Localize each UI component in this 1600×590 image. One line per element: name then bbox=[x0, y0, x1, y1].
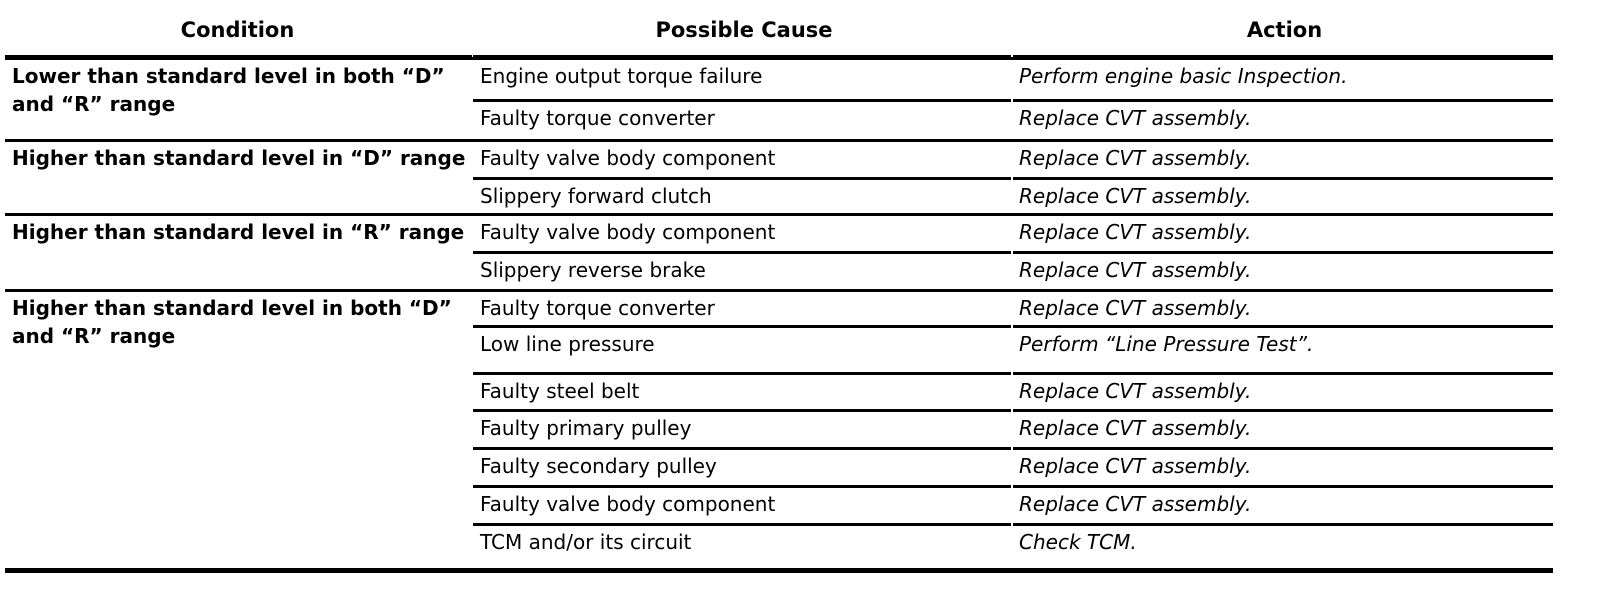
row-separator-action bbox=[1013, 523, 1553, 526]
cause-cell: Faulty valve body component bbox=[480, 146, 776, 170]
row-separator-cause bbox=[473, 409, 1011, 412]
header-action: Action bbox=[1246, 18, 1323, 42]
row-separator-action bbox=[1013, 409, 1553, 412]
action-cell: Replace CVT assembly. bbox=[1019, 258, 1252, 282]
action-cell: Replace CVT assembly. bbox=[1019, 184, 1252, 208]
table-header bbox=[0, 0, 1600, 58]
cause-cell: Faulty valve body component bbox=[480, 220, 776, 244]
row-separator-cause bbox=[473, 523, 1011, 526]
condition-cell: Higher than standard level in both “D” and “R” range bbox=[12, 296, 452, 348]
cause-cell: TCM and/or its circuit bbox=[480, 530, 692, 554]
condition-cell: Higher than standard level in “R” range bbox=[12, 220, 465, 244]
header-possible-cause: Possible Cause bbox=[655, 18, 833, 42]
condition-cell: Lower than standard level in both “D” and “R” range bbox=[12, 64, 445, 116]
group-separator bbox=[5, 213, 1553, 216]
header-rule-cause bbox=[473, 55, 1011, 58]
action-cell: Perform engine basic Inspection. bbox=[1019, 64, 1348, 88]
row-separator-action bbox=[1013, 177, 1553, 180]
condition-cell: Higher than standard level in “D” range bbox=[12, 146, 466, 170]
group-separator bbox=[5, 139, 1553, 142]
action-cell: Replace CVT assembly. bbox=[1019, 416, 1252, 440]
action-cell: Replace CVT assembly. bbox=[1019, 146, 1252, 170]
row-separator-cause bbox=[473, 251, 1011, 254]
cause-cell: Faulty torque converter bbox=[480, 106, 715, 130]
row-separator-action bbox=[1013, 251, 1553, 254]
header-condition: Condition bbox=[180, 18, 295, 42]
action-cell: Replace CVT assembly. bbox=[1019, 220, 1252, 244]
row-separator-cause bbox=[473, 177, 1011, 180]
action-cell: Check TCM. bbox=[1019, 530, 1137, 554]
row-separator-cause bbox=[473, 485, 1011, 488]
action-cell: Perform “Line Pressure Test”. bbox=[1019, 332, 1314, 356]
row-separator-action bbox=[1013, 485, 1553, 488]
row-separator-action bbox=[1013, 447, 1553, 450]
header-rule-condition bbox=[5, 55, 472, 58]
table-bottom-rule bbox=[5, 568, 1553, 573]
row-separator-action bbox=[1013, 99, 1553, 102]
row-separator-cause bbox=[473, 99, 1011, 102]
row-separator-action bbox=[1013, 325, 1553, 328]
action-cell: Replace CVT assembly. bbox=[1019, 296, 1252, 320]
cause-cell: Faulty valve body component bbox=[480, 492, 776, 516]
group-separator bbox=[5, 289, 1553, 292]
cause-cell: Faulty torque converter bbox=[480, 296, 715, 320]
row-separator-cause bbox=[473, 372, 1011, 375]
row-separator-action bbox=[1013, 372, 1553, 375]
header-rule-action bbox=[1013, 55, 1553, 58]
cause-cell: Faulty primary pulley bbox=[480, 416, 692, 440]
cause-cell: Slippery reverse brake bbox=[480, 258, 706, 282]
row-separator-cause bbox=[473, 325, 1011, 328]
action-cell: Replace CVT assembly. bbox=[1019, 379, 1252, 403]
action-cell: Replace CVT assembly. bbox=[1019, 454, 1252, 478]
cause-cell: Slippery forward clutch bbox=[480, 184, 712, 208]
action-cell: Replace CVT assembly. bbox=[1019, 492, 1252, 516]
row-separator-cause bbox=[473, 447, 1011, 450]
cause-cell: Faulty steel belt bbox=[480, 379, 640, 403]
action-cell: Replace CVT assembly. bbox=[1019, 106, 1252, 130]
cause-cell: Engine output torque failure bbox=[480, 64, 763, 88]
cause-cell: Low line pressure bbox=[480, 332, 655, 356]
cause-cell: Faulty secondary pulley bbox=[480, 454, 717, 478]
